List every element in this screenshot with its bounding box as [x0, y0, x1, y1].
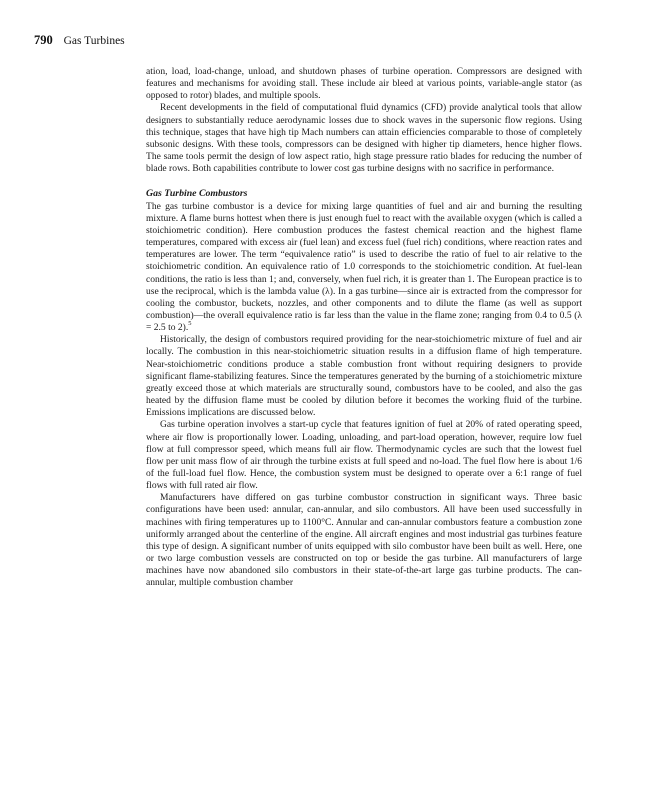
- paragraph-combustor-definition: [146, 201, 582, 335]
- paragraph-operation-cycle: Gas turbine operation involves a start-up cycle that features ignition of fuel at 20% of rated operating speed, where air flow is proportionally lower. Loading, unloading, and part-load operation, however, require low fuel flow at full compressor speed, which means full air flow. Thermodynamic cycles are such that the lowest fuel flow per unit mass flow of air through the turbine exists at full speed and no-load. The fuel flow here is about 1/6 of the full-load fuel flow. Hence, the combustion system must be designed to operate over a 6:1 range of fuel flows with full rated air flow.: [146, 419, 582, 492]
- footnote-marker: 5: [188, 320, 192, 328]
- paragraph-combustor-construction: Manufacturers have differed on gas turbine combustor construction in significant ways. Three basic configurations have been used: annular, can-annular, and silo combustors. All have been used successfully in machines with firing temperatures up to 1100°C. Annular and can-annular combustors feature a combustion zone uniformly arranged about the centerline of the engine. All aircraft engines and most industrial gas turbines feature this type of design. A significant number of units equipped with silo combustor have been built as well. Here, one or two large combustion vessels are constructed on top or beside the gas turbine. All manufacturers of large machines have now abandoned silo combustors in their state-of-the-art large gas turbine products. The can-annular, multiple combustion chamber: [146, 492, 582, 589]
- paragraph-combustor-text: The gas turbine combustor is a device for mixing large quantities of fuel and air and burning the resulting mixture. A flame burns hottest when there is just enough fuel to react with the available oxygen (which is called a stoichiometric condition). Here combustion produces the fastest chemical reaction and the highest flame temperatures, compared with excess air (fuel lean) and excess fuel (fuel rich) conditions, where reaction rates and temperatures are lower. The term “equivalence ratio” is used to describe the ratio of fuel to air relative to the stoichiometric condition. An equivalence ratio of 1.0 corresponds to the stoichiometric condition. At fuel-lean conditions, the ratio is less than 1; and, conversely, when fuel rich, it is greater than 1. The European practice is to use the reciprocal, which is the lambda value (λ). In a gas turbine—since air is extracted from the compressor for cooling the combustor, buckets, nozzles, and other components and to dilute the flame (as well as support combustion)—the overall equivalence ratio is far less than the value in the flame zone; ranging from 0.4 to 0.5 (λ = 2.5 to 2).: [146, 200, 582, 334]
- body-text: [146, 66, 582, 590]
- section-heading: Gas Turbine Combustors: [146, 188, 248, 200]
- page-number: 790: [34, 33, 53, 47]
- book-title: Gas Turbines: [63, 35, 125, 47]
- paragraph-compressor-stall: ation, load, load-change, unload, and shutdown phases of turbine operation. Compressors are designed with features and mechanisms for avoiding stall. These include air bleed at various points, variable-angle stator (as opposed to rotor) blades, and multiple spools.: [146, 66, 582, 102]
- paragraph-cfd: Recent developments in the field of computational fluid dynamics (CFD) provide analytical tools that allow designers to substantially reduce aerodynamic losses due to shock waves in the supersonic flow regions. Using this technique, stages that have high tip Mach numbers can attain efficiencies comparable to those of completely subsonic designs. With these tools, compressors can be designed with higher tip diameters, hence higher flows. The same tools permit the design of low aspect ratio, high stage pressure ratio blades for reducing the number of blade rows. Both capabilities contribute to lower cost gas turbine designs with no sacrifice in performance.: [146, 102, 582, 175]
- paragraph-history: Historically, the design of combustors required providing for the near-stoichiometric mixture of fuel and air locally. The combustion in this near-stoichiometric situation results in a diffusion flame of high temperature. Near-stoichiometric conditions produce a stable combustion front without requiring designers to provide significant flame-stabilizing features. Since the temperatures generated by the burning of a stoichiometric mixture greatly exceed those at which materials are structurally sound, combustors have to be cooled, and also the gas heated by the diffusion flame must be cooled by dilution before it becomes the working fluid of the turbine. Emissions implications are discussed below.: [146, 334, 582, 419]
- running-head: [34, 33, 125, 48]
